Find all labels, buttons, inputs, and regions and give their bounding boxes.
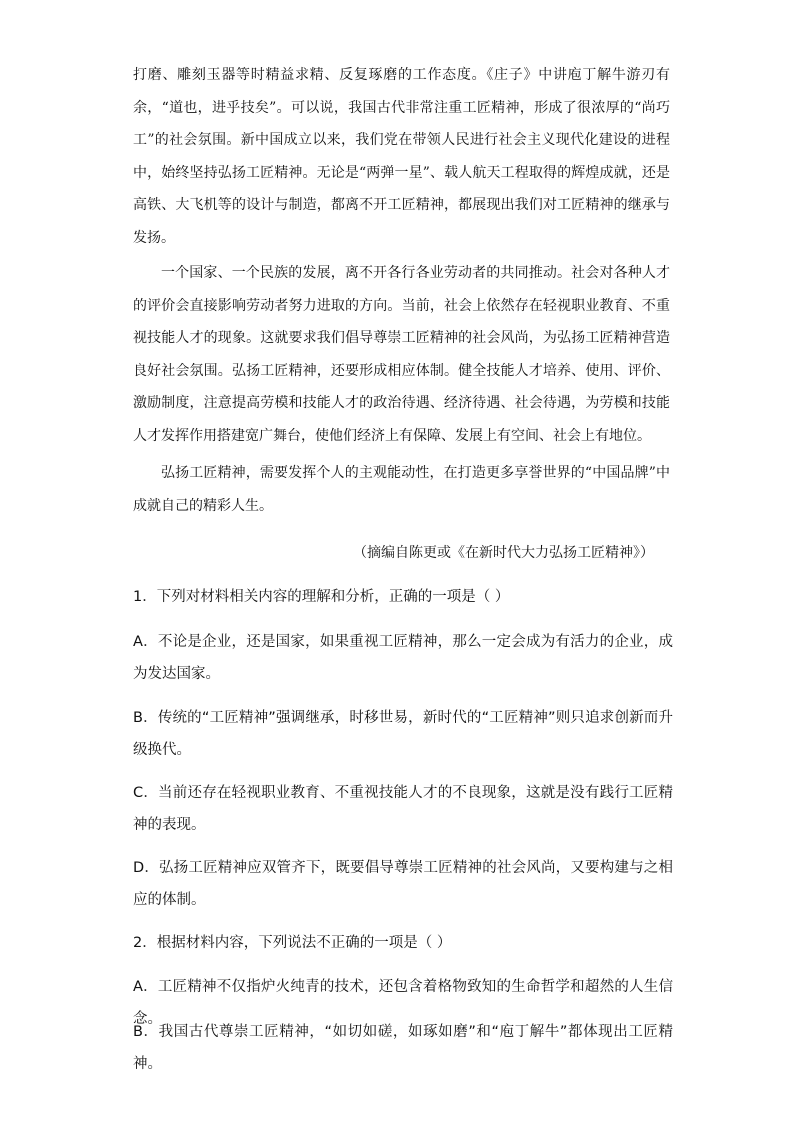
question-1-stem: 1．下列对材料相关内容的理解和分析，正确的一项是（ ）: [133, 589, 510, 605]
passage-paragraph-3: 弘扬工匠精神，需要发挥个人的主观能动性，在打造更多享誉世界的“中国品牌”中成就自己的精彩人生。: [133, 465, 670, 514]
passage-paragraph-2: 一个国家、一个民族的发展，离不开各行各业劳动者的共同推动。社会对各种人才的评价会直接影响劳动者努力进取的方向。当前，社会上依然存在轻视职业教育、不重视技能人才的现象。这就要求我们倡导尊崇工匠精神的社会风尚，为弘扬工匠精神营造良好社会氛围。弘扬工匠精神，还要形成相应体制。健全技能人才培养、使用、评价、激励制度，注意提高劳模和技能人才的政治待遇、经济待遇、社会待遇，为劳模和技能人才发挥作用搭建宽广舞台，使他们经济上有保障、发展上有空间、社会上有地位。: [133, 265, 670, 444]
source-citation: （摘编自陈更或《在新时代大力弘扬工匠精神》）: [353, 545, 654, 561]
question-1-option-c: C．当前还存在轻视职业教育、不重视技能人才的不良现象，这就是没有践行工匠精神的表现。: [133, 785, 673, 833]
question-1-option-a: A．不论是企业，还是国家，如果重视工匠精神，那么一定会成为有活力的企业，成为发达国家。: [133, 634, 673, 682]
question-2-option-b: B．我国古代尊崇工匠精神，“如切如磋，如琢如磨”和“庖丁解牛”都体现出工匠精神。: [133, 1024, 673, 1072]
question-1-option-b: B．传统的“工匠精神”强调继承，时移世易，新时代的“工匠精神”则只追求创新而升级换代。: [133, 710, 673, 758]
question-1-option-d: D．弘扬工匠精神应双管齐下，既要倡导尊崇工匠精神的社会风尚，又要构建与之相应的体制。: [133, 860, 673, 908]
passage-paragraph-1: 打磨、雕刻玉器等时精益求精、反复琢磨的工作态度。《庄子》中讲庖丁解牛游刃有余，“道也，进乎技矣”。可以说，我国古代非常注重工匠精神，形成了很浓厚的“尚巧工”的社会氛围。新中国成立以来，我们党在带领人民进行社会主义现代化建设的进程中，始终坚持弘扬工匠精神。无论是“两弹一星”、载人航天工程取得的辉煌成就，还是高铁、大飞机等的设计与制造，都离不开工匠精神，都展现出我们对工匠精神的继承与发扬。: [133, 67, 670, 246]
question-2-option-a: A．工匠精神不仅指炉火纯青的技术，还包含着格物致知的生命哲学和超然的人生信念。: [133, 979, 673, 1027]
question-2-stem: 2．根据材料内容，下列说法不正确的一项是（ ）: [133, 935, 452, 951]
